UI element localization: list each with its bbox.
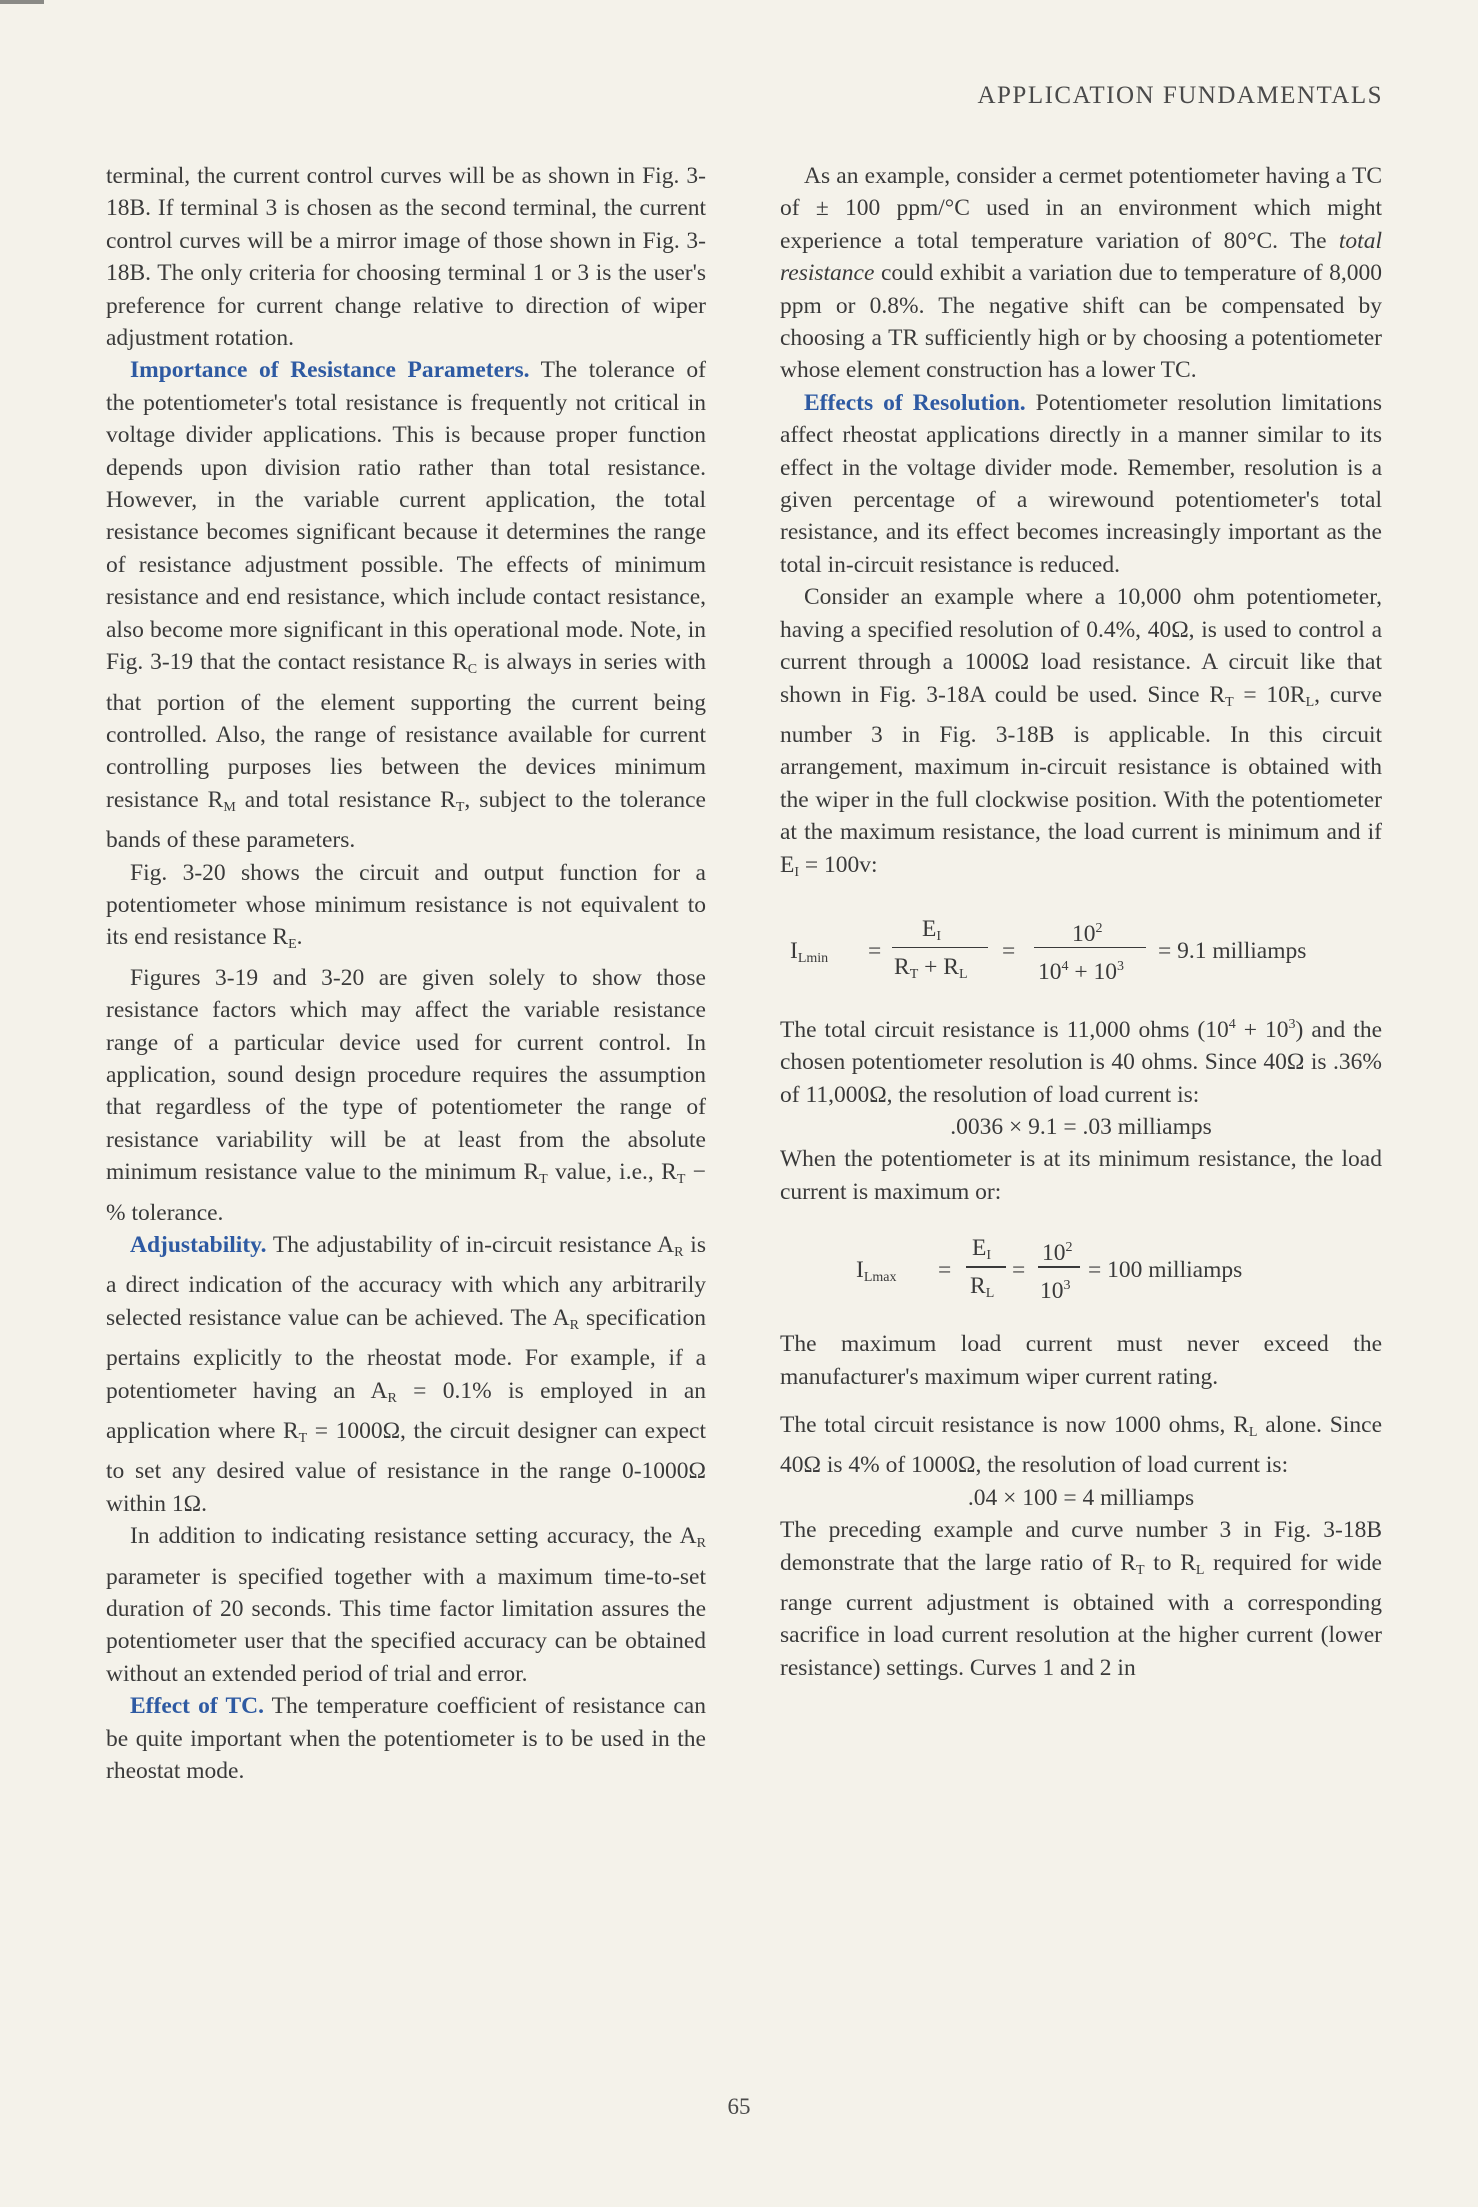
paragraph-minimum-resistance: When the potentiometer is at its minimum resistance, the load current is maximum or: xyxy=(780,1146,1382,1205)
calc-resolution-min-resistance: .04 × 100 = 4 milliamps xyxy=(967,1484,1195,1511)
paragraph-cermet-example: As an example, consider a cermet potentiometer having a TC of ± 100 ppm/°C used in an environment which might experience a total temperature variation of 80°C. The total resistance could exhibit a variation due to temperature of 8,000 ppm or 0.8%. The negative shift can be compensated by choosing a TR sufficiently high or by choosing a potentiometer whose element construction has a lower TC. xyxy=(780,163,1382,384)
paragraph-10000-ohm-example: Consider an example where a 10,000 ohm potentiometer, having a specified resolution of 0.4%, 40Ω, is used to control a current through a 1000Ω load resistance. A circuit like that shown in Fig. 3-18A could be used. Since $R_T = 10R_L$, curve number 3 in Fig. 3-18B is applicable. In this circuit arrangement, maximum in-circuit resistance is obtained with the wiper in the full clockwise position. With the potentiometer at the maximum resistance, the load current is minimum and if $E_I = 100v$: xyxy=(780,584,1383,880)
eq2-lhs: $I_{Lmax}$ xyxy=(856,1257,897,1286)
paragraph-fig-3-20: Fig. 3-20 shows the circuit and output function for a potentiometer whose minimum resistance is not equivalent to its end resistance $R_E$. xyxy=(106,859,706,953)
paragraph-max-wiper-current: The maximum load current must never exceed the manufacturer's maximum wiper current rating. xyxy=(780,1331,1382,1390)
eq2-result: = 100 milliamps xyxy=(1088,1257,1243,1284)
eq2-denominator-2: $10^3$ xyxy=(1040,1278,1071,1305)
eq1-denominator-2: $10^4 + 10^3$ xyxy=(1038,958,1125,985)
paragraph-figures-3-19-3-20: Figures 3-19 and 3-20 are given solely to show those resistance factors which may affect the variable resistance range of a particular device used for current control. In application, sound design procedure requires the assumption that regardless of the type of potentiometer the range of resistance variability will be at least from the absolute minimum resistance value to the minimum $R_T$ value, i.e., $R_T$ − % tolerance. xyxy=(106,964,706,1226)
eq2-numerator-2: $10^2$ xyxy=(1042,1240,1073,1267)
calc-resolution-max-resistance: .0036 × 9.1 = .03 milliamps xyxy=(950,1113,1212,1140)
corner-scan-mark xyxy=(0,0,44,4)
right-column xyxy=(780,160,1382,1684)
eq1-numerator: $E_I$ xyxy=(922,915,942,944)
page-number: 65 xyxy=(727,2094,751,2119)
eq2-numerator: $E_I$ xyxy=(972,1235,992,1264)
equation-load-current-min: $I_{Lmin}$ = $E_I$ $R_T + R_L$ = $10^2$ $10^4 + 10^3$ = 9.1 milliamps xyxy=(780,907,1382,995)
running-header: APPLICATION FUNDAMENTALS xyxy=(977,82,1383,109)
eq1-numerator-2: $10^2$ xyxy=(1072,920,1103,947)
eq2-denominator: $R_L$ xyxy=(970,1273,995,1302)
eq1-lhs: $I_{Lmin}$ xyxy=(790,937,829,966)
paragraph-resistance-parameters: Importance of Resistance Parameters. The tolerance of the potentiometer's total resistance is frequently not critical in voltage divider applications. This is because proper function depends upon division ratio rather than total resistance. However, in the variable current application, the total resistance becomes significant because it determines the range of resistance adjustment possible. The effects of minimum resistance and end resistance, which include contact resistance, also become more significant in this operational mode. Note, in Fig. 3-19 that the contact resistance $R_C$ is always in series with that portion of the element supporting the current being controlled. Also, the range of resistance available for current controlling purposes lies between the devices minimum resistance $R_M$ and total resistance $R_T$, subject to the tolerance bands of these parameters. xyxy=(106,357,707,854)
heading-importance-of-resistance-parameters: Importance of Resistance Parameters. xyxy=(130,357,530,384)
paragraph-terminal: terminal, the current control curves will be as shown in Fig. 3-18B. If terminal 3 is chosen as the second terminal, the current control curves will be a mirror image of those shown in Fig. 3-18B. The only criteria for choosing terminal 1 or 3 is the user's preference for current change relative to direction of wiper adjustment rotation. xyxy=(106,163,706,352)
paragraph-total-circuit-resistance: The total circuit resistance is 11,000 ohms $(10^4 + 10^3)$ and the chosen potentiometer resolution is 40 ohms. Since 40Ω is .36% of 11,000Ω, the resolution of load current is: xyxy=(780,1016,1383,1108)
eq1-result: = 9.1 milliamps xyxy=(1158,937,1307,964)
paragraph-adjustability: Adjustability. The adjustability of in-circuit resistance $A_R$ is a direct indication of the accuracy with which any arbitrarily selected resistance value can be achieved. The $A_R$ specification pertains explicitly to the rheostat mode. For example, if a potentiometer having an $A_R = 0.1\%$ is employed in an application where $R_T = 1000\Omega$, the circuit designer can expect to set any desired value of resistance in the range 0-1000Ω within 1Ω. xyxy=(106,1232,707,1517)
paragraph-effect-of-tc: Effect of TC. The temperature coefficient of resistance can be quite important when the potentiometer is to be used in the rheostat mode. xyxy=(106,1693,706,1785)
paragraph-effects-of-resolution: Effects of Resolution. Potentiometer resolution limitations affect rheostat applications directly in a manner similar to its effect in the voltage divider mode. Remember, resolution is a given percentage of a wirewound potentiometer's total resistance, and its effect becomes increasingly important as the total in-circuit resistance is reduced. xyxy=(780,389,1382,578)
paragraph-preceding-example: The preceding example and curve number 3 in Fig. 3-18B demonstrate that the large ratio of $R_T$ to $R_L$ required for wide range current adjustment is obtained with a corresponding sacrifice in load current resolution at the higher current (lower resistance) settings. Curves 1 and 2 in xyxy=(780,1517,1382,1681)
paragraph-time-to-set: In addition to indicating resistance setting accuracy, the $A_R$ parameter is specified together with a maximum time-to-set duration of 20 seconds. This time factor limitation assures the potentiometer user that the specified accuracy can be obtained without an extended period of trial and error. xyxy=(106,1523,706,1687)
left-column xyxy=(106,160,706,1788)
heading-effects-of-resolution: Effects of Resolution. xyxy=(804,389,1026,416)
eq1-denominator: $R_T + R_L$ xyxy=(894,953,968,982)
heading-effect-of-tc: Effect of TC. xyxy=(130,1693,264,1720)
heading-adjustability: Adjustability. xyxy=(130,1232,267,1258)
equation-load-current-max: $I_{Lmax}$ = $E_I$ $R_L$ = $10^2$ $10^3$ = 100 milliamps xyxy=(780,1226,1382,1314)
paragraph-1000-ohms: The total circuit resistance is now 1000 ohms, $R_L$ alone. Since 40Ω is 4% of 1000Ω, the resolution of load current is: xyxy=(780,1412,1382,1479)
